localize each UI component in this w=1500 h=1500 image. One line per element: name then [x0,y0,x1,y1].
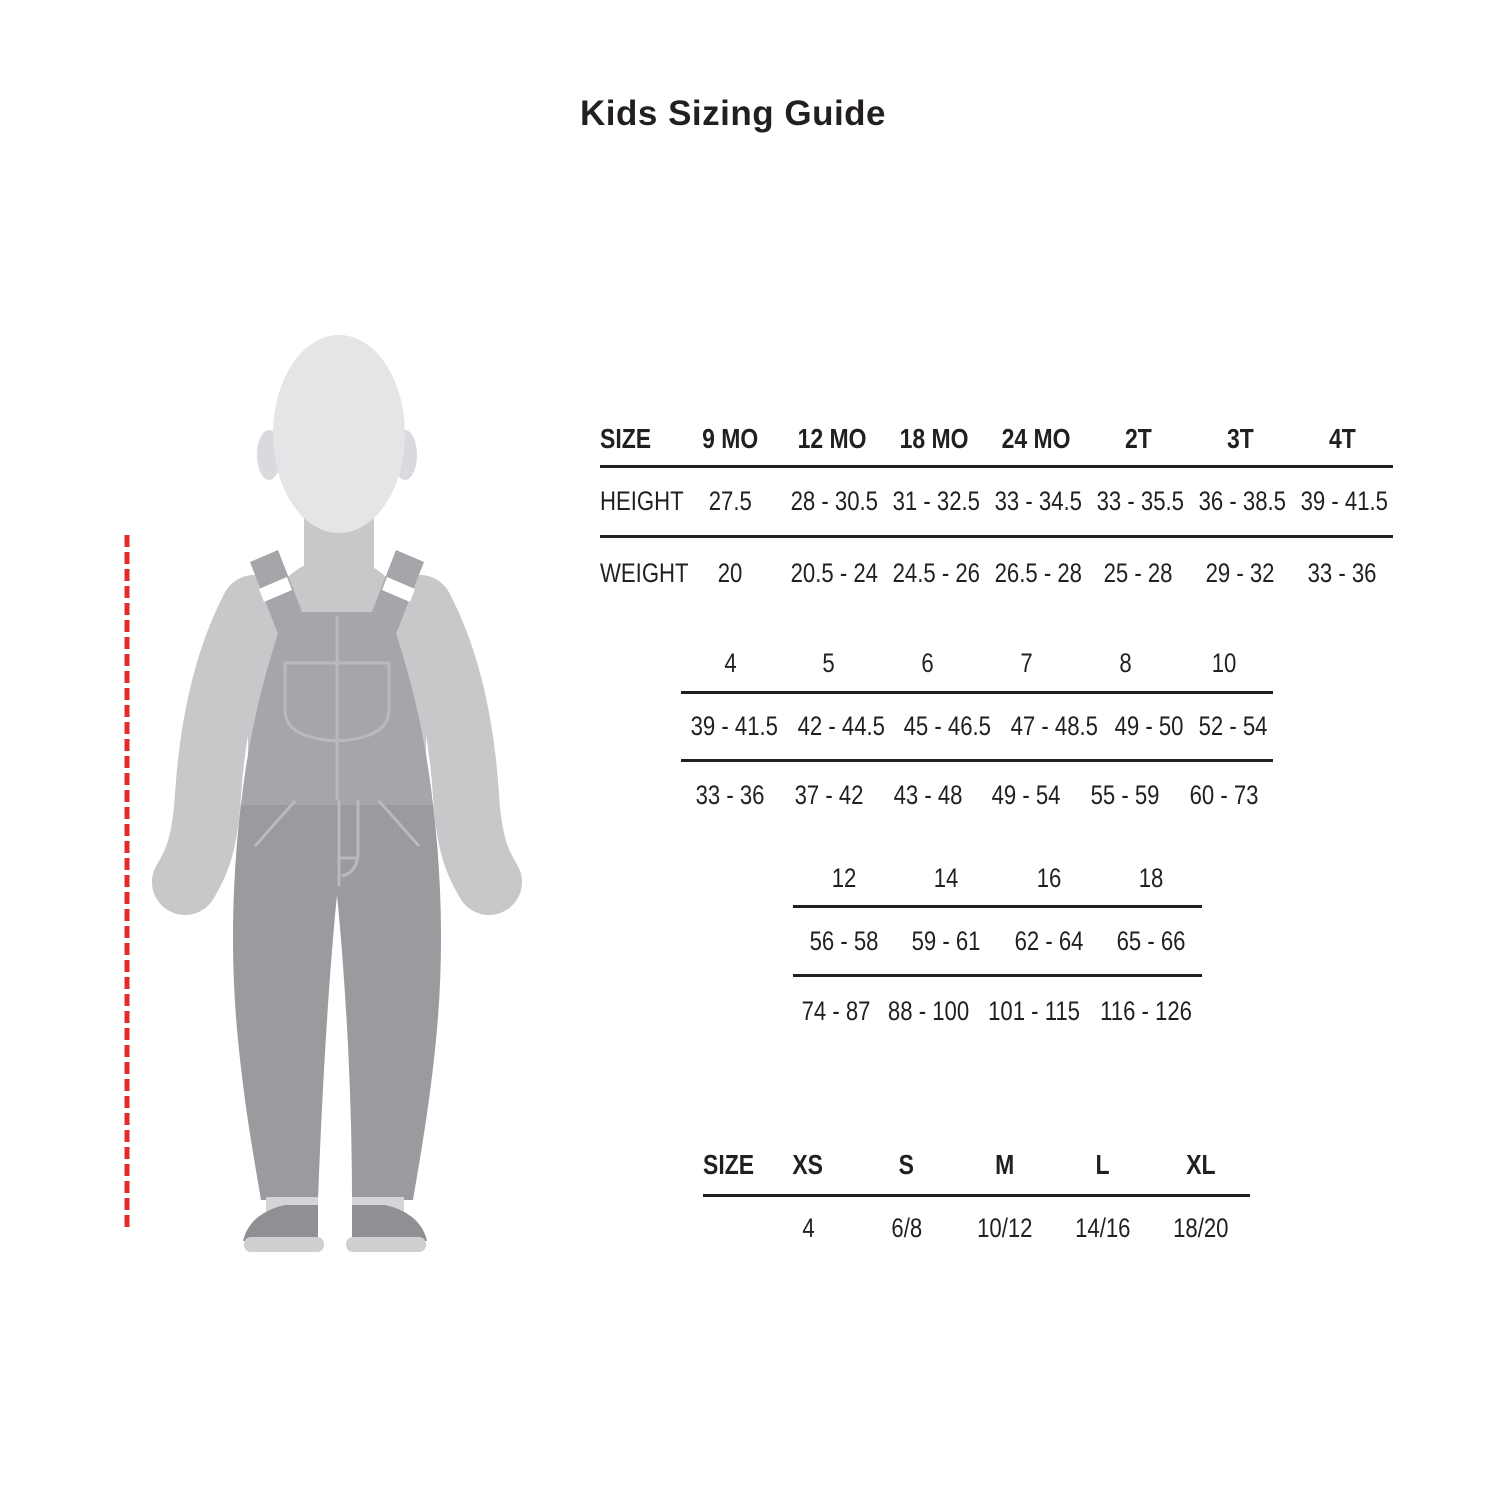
table-cell: 6/8 [890,1212,922,1243]
table-cell: 18/20 [1173,1212,1229,1243]
table-cell: 29 - 32 [1205,557,1275,588]
col-header: 4 [724,648,737,678]
col-header: L [1095,1149,1110,1180]
col-header: 3T [1226,423,1254,454]
figure-head [273,335,405,533]
table-cell: 14/16 [1075,1212,1131,1243]
table-cell: 55 - 59 [1090,779,1160,810]
table-header-row [681,636,1273,694]
table-header-row [600,413,1393,468]
sizing-table-kids-12-18 [793,851,1202,1045]
table-header-row [793,851,1202,908]
col-header: 24 MO [1001,423,1071,454]
table-cell: 10/12 [976,1212,1033,1243]
col-header: 12 MO [797,423,867,454]
col-header-size: SIZE [703,1149,755,1180]
table-cell: 56 - 58 [809,925,879,956]
col-header: 16 [1036,862,1061,893]
shoe-left [243,1205,318,1241]
table-cell: 116 - 126 [1099,995,1192,1026]
col-header: XS [792,1149,824,1180]
table-cell: 37 - 42 [794,779,864,810]
sizing-table-kids-4-10 [681,636,1273,828]
table-cell: 28 - 30.5 [790,486,878,516]
table-cell: 47 - 48.5 [1010,711,1098,741]
table-cell: 27.5 [708,486,752,516]
shoe-sole-right [346,1237,426,1252]
table-cell: 62 - 64 [1014,925,1084,956]
table-cell: 45 - 46.5 [903,711,992,741]
col-header: 18 [1138,862,1164,893]
col-header: 14 [934,862,959,893]
col-header: XL [1186,1149,1216,1180]
table-cell: 74 - 87 [801,995,871,1026]
table-cell: 20 [717,557,743,588]
col-header: 6 [921,648,934,678]
table-header-row [703,1136,1250,1197]
col-header-size: SIZE [600,423,652,454]
table-cell: 101 - 115 [987,995,1080,1026]
table-cell: 33 - 35.5 [1096,486,1184,516]
table-cell: 26.5 - 28 [994,557,1082,588]
table-row-weight [681,762,1273,828]
col-header: 2T [1124,423,1152,454]
overalls-pants [233,803,441,1200]
table-cell: 59 - 61 [911,925,981,956]
table-cell: 60 - 73 [1189,779,1259,810]
col-header: 7 [1020,648,1033,678]
table-cell: 36 - 38.5 [1198,486,1286,516]
table-cell: 20.5 - 24 [790,557,878,588]
sizing-table-alpha [703,1136,1250,1259]
row-label-weight: WEIGHT [600,557,689,588]
table-cell: 31 - 32.5 [892,486,980,516]
table-row-numeric-equivalent [703,1197,1250,1259]
sizing-table-baby-toddler [600,413,1393,608]
table-cell: 88 - 100 [887,995,969,1026]
page-title: Kids Sizing Guide [580,94,887,133]
row-label-height: HEIGHT [600,486,684,516]
col-header: 9 MO [701,423,759,454]
col-header: 12 [831,862,857,893]
col-header: 10 [1211,648,1237,678]
shoe-sole-left [244,1237,324,1252]
table-cell: 49 - 54 [991,779,1061,810]
table-cell: 24.5 - 26 [892,557,980,588]
table-row-weight [600,538,1393,608]
table-row-height [681,694,1273,762]
table-cell: 33 - 36 [1307,557,1377,588]
table-cell: 43 - 48 [893,779,963,810]
table-row-height [600,468,1393,538]
table-row-weight [793,977,1202,1045]
col-header: 5 [822,648,836,678]
col-header: 18 MO [899,423,969,454]
table-cell: 39 - 41.5 [690,711,778,741]
col-header: M [994,1149,1015,1180]
table-cell: 4 [801,1212,815,1243]
col-header: 8 [1118,648,1132,678]
table-row-height [793,908,1202,977]
table-cell: 49 - 50 [1114,711,1184,741]
table-cell: 39 - 41.5 [1300,486,1388,516]
table-cell: 52 - 54 [1198,711,1268,741]
table-cell: 65 - 66 [1116,925,1186,956]
table-cell: 33 - 36 [695,779,765,810]
table-cell: 33 - 34.5 [994,486,1082,516]
col-header: S [898,1149,914,1180]
col-header: 4T [1328,423,1356,454]
shoe-right [352,1205,427,1241]
table-cell: 25 - 28 [1103,557,1173,588]
table-cell: 42 - 44.5 [797,711,885,741]
